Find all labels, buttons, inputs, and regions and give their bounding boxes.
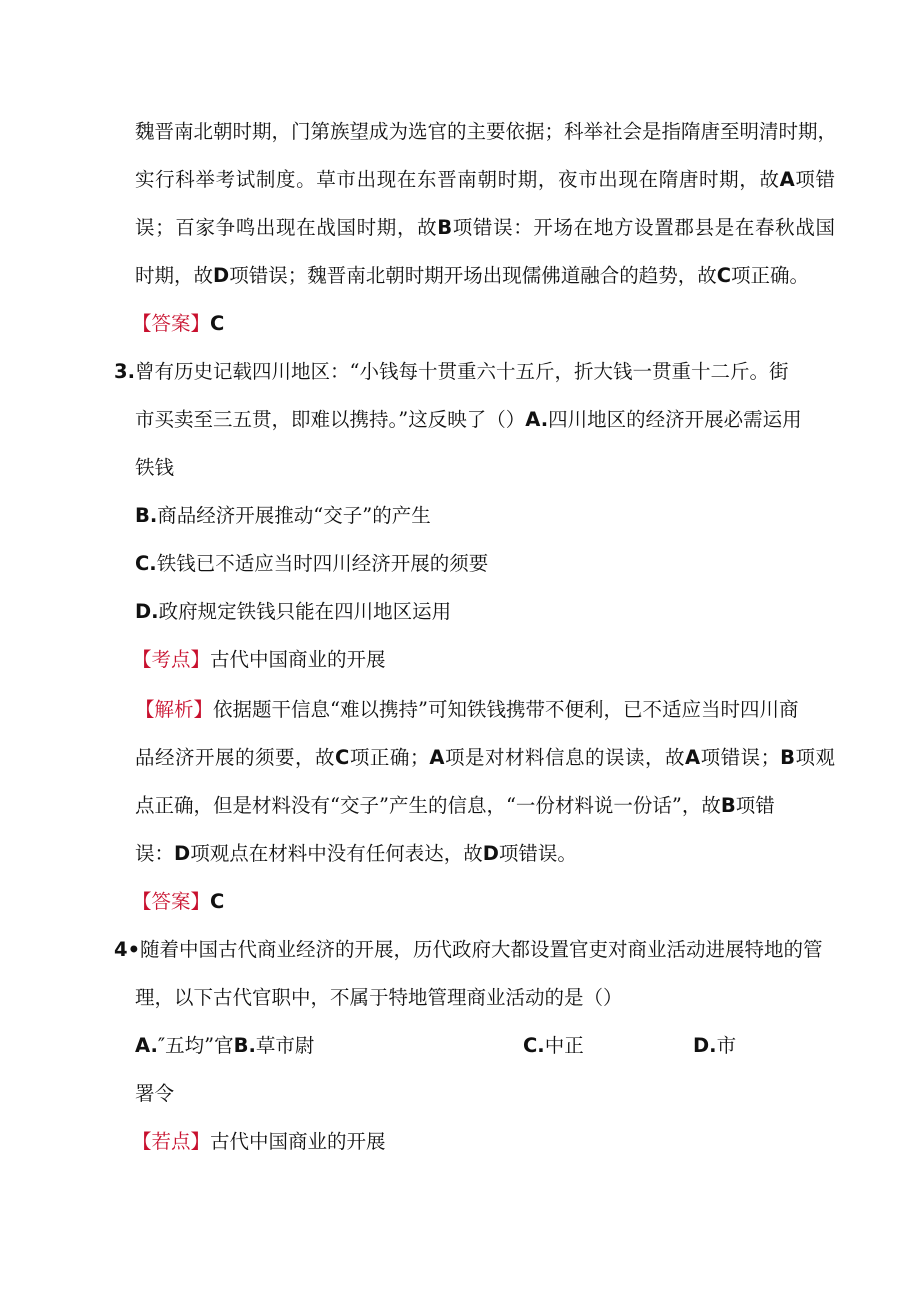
text: 四川地区的经济开展必需运用 <box>548 408 802 431</box>
text: ″五均”官 <box>157 1034 234 1057</box>
text: 署令 <box>135 1082 175 1105</box>
q3-analysis-line-1 <box>135 695 798 725</box>
answer-tag: 【答案】 <box>132 312 211 335</box>
q3-option-c <box>135 549 488 579</box>
q3-stem-line-1 <box>114 357 835 387</box>
q2-explanation-line-1 <box>135 117 838 147</box>
text: 铁钱已不适应当时四川经济开展的须要 <box>156 552 489 575</box>
text: 曾有历史记载四川地区：“小钱每十贯重六十五斤，折大钱一贯重十二斤。街 <box>134 360 789 383</box>
q3-answer <box>132 887 224 917</box>
option-letter: C. <box>523 1034 545 1057</box>
q2-explanation-line-3 <box>135 213 835 243</box>
text: 商品经济开展推动“交子”的产生 <box>157 504 431 527</box>
text: 魏晋南北朝时期，门第族望成为选官的主要依据；科举社会是指隋唐至明清时期， <box>135 120 838 143</box>
q4-option-d-line-1 <box>693 1031 736 1061</box>
text: 市 <box>716 1034 737 1057</box>
q3-stem-line-2 <box>135 405 802 435</box>
text: 古代中国商业的开展 <box>210 648 386 671</box>
text: 项错误：开场在地方设置郡县是在春秋战国 <box>452 216 835 239</box>
q3-option-d <box>135 597 451 627</box>
option-ref: A <box>779 168 795 191</box>
text: 项错误； <box>700 746 781 769</box>
question-number: 4• <box>114 938 141 961</box>
answer-tag: 【答案】 <box>132 890 211 913</box>
text: 古代中国商业的开展 <box>210 1130 386 1153</box>
text: 项正确。 <box>731 264 810 287</box>
text: 项错 <box>794 168 835 191</box>
q4-options-a-b <box>135 1031 314 1061</box>
text: 项是对材料信息的误读，故 <box>444 746 685 769</box>
text: 误： <box>135 842 175 865</box>
text: 项错误。 <box>498 842 577 865</box>
option-letter: C. <box>135 552 157 575</box>
option-letter: D. <box>693 1034 717 1057</box>
point-tag: 【考点】 <box>132 648 211 671</box>
q4-key-point <box>132 1127 386 1157</box>
text: 项错 <box>735 794 775 817</box>
option-ref: C <box>716 264 732 287</box>
option-ref: C <box>335 746 350 769</box>
text: 草市尉 <box>255 1034 315 1057</box>
option-ref: B <box>720 794 736 817</box>
text: 市买卖至三五贯，即难以携持。”这反映了（） <box>135 408 526 431</box>
option-ref: A <box>429 746 445 769</box>
q4-option-d-line-2 <box>135 1079 174 1109</box>
q4-stem-line-2 <box>135 983 623 1013</box>
text: 误；百家争鸣出现在战国时期，故 <box>135 216 438 239</box>
text: 项观 <box>794 746 835 769</box>
text: 项错误；魏晋南北朝时期开场出现儒佛道融合的趋势，故 <box>229 264 717 287</box>
analysis-tag: 【解析】 <box>135 698 214 721</box>
q2-explanation-line-4 <box>135 261 809 291</box>
point-tag: 【若点】 <box>132 1130 211 1153</box>
text: 项观点在材料中没有任何表达，故 <box>190 842 483 865</box>
text: 中正 <box>544 1034 584 1057</box>
q2-answer <box>132 309 224 339</box>
q3-option-b <box>135 501 431 531</box>
answer-value: C <box>210 312 225 335</box>
answer-value: C <box>210 890 225 913</box>
option-letter: A. <box>135 1034 158 1057</box>
q3-analysis-line-3 <box>135 791 775 821</box>
text: 点正确，但是材料没有“交子”产生的信息，“一份材料说一份话”，故 <box>135 794 721 817</box>
option-ref: D <box>482 842 499 865</box>
text: 项正确； <box>349 746 430 769</box>
option-letter: A. <box>525 408 549 431</box>
text: 随着中国古代商业经济的开展，历代政府大都设置官吏对商业活动进展特地的管 <box>140 938 823 961</box>
question-number: 3. <box>114 360 135 383</box>
q3-option-a-line-2 <box>135 453 174 483</box>
option-ref: B <box>780 746 795 769</box>
option-letter: B. <box>135 504 158 527</box>
text: 理，以下古代官职中，不属于特地管理商业活动的是（） <box>135 986 623 1009</box>
text: 实行科举考试制度。草市出现在东晋南朝时期，夜市出现在隋唐时期，故 <box>135 168 780 191</box>
option-ref: D <box>213 264 230 287</box>
option-letter: D. <box>135 600 159 623</box>
q2-explanation-line-2 <box>135 165 835 195</box>
text: 铁钱 <box>135 456 175 479</box>
option-ref: A <box>684 746 701 769</box>
text: 依据题干信息“难以携持”可知铁钱携带不便利，已不适应当时四川商 <box>213 698 799 721</box>
q3-analysis-line-4 <box>135 839 577 869</box>
option-ref: D <box>174 842 191 865</box>
text: 时期，故 <box>135 264 214 287</box>
option-ref: B <box>437 216 453 239</box>
text: 品经济开展的须要，故 <box>135 746 336 769</box>
text: 政府规定铁钱只能在四川地区运用 <box>158 600 452 623</box>
option-letter: B. <box>233 1034 256 1057</box>
q3-key-point <box>132 645 386 675</box>
q3-analysis-line-2 <box>135 743 835 773</box>
q4-stem-line-1 <box>114 935 823 965</box>
q4-option-c <box>523 1031 584 1061</box>
